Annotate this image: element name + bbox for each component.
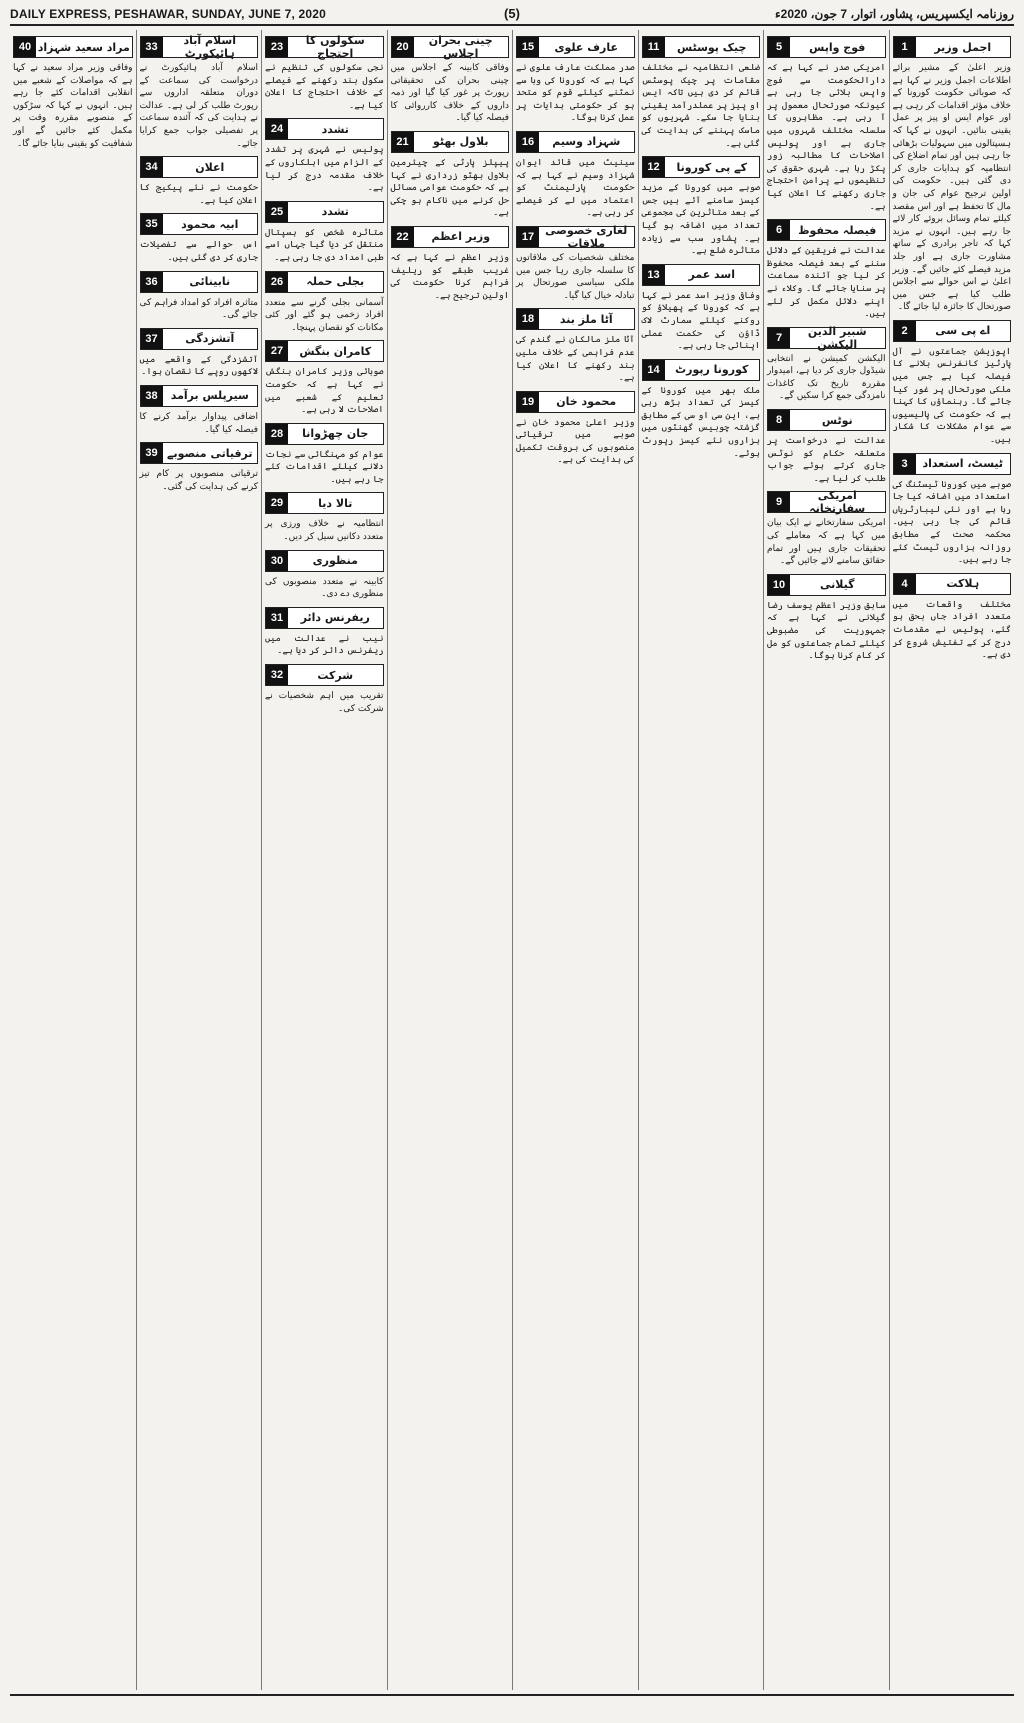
story-body: آسمانی بجلی گرنے سے متعدد افراد زخمی ہو گئے اور کئی مکانات کو نقصان پہنچا۔ [265,297,384,333]
masthead [10,6,1014,26]
news-column [763,30,889,1690]
story-body: ترقیاتی منصوبوں پر کام تیز کرنے کی ہدایت کی گئی۔ [139,469,258,492]
news-story [516,36,635,125]
story-number-badge: 29 [266,493,288,513]
story-number-badge: 15 [517,37,539,57]
story-body: سابق وزیر اعظم یوسف رضا گیلانی نے کہا ہے کہ جمہوریت کی مضبوطی کیلئے تمام جماعتوں کو مل کر کام کرنا ہوگا۔ [767,600,886,662]
columns [10,30,1014,1690]
story-number-badge: 11 [643,37,665,57]
story-kicker [642,156,761,178]
news-column [512,30,638,1690]
news-story [140,442,259,493]
story-number-badge: 35 [141,214,163,234]
news-story [140,271,259,322]
story-kicker [265,201,384,223]
news-column [638,30,764,1690]
news-story [391,226,510,302]
story-headline: شہزاد وسیم [552,135,621,149]
news-story [265,118,384,194]
story-number-badge: 37 [141,329,163,349]
news-story [265,340,384,416]
story-kicker [767,574,886,596]
story-kicker [516,131,635,153]
story-body: صوبائی وزیر کامران بنگش نے کہا ہے کہ حکومت تعلیم کے شعبے میں اصلاحات لا رہی ہے۔ [265,367,384,416]
news-story [767,409,886,485]
news-story [140,328,259,379]
story-body: وفاقی وزیر مراد سعید نے کہا ہے کہ مواصلات کے شعبے میں انقلابی اقدامات کئے جا رہے ہیں۔ انہوں نے کہا کہ سڑکوں کے منصوبے مقررہ وقت پر مکمل کئے جائیں گے اور شفافیت کو یقینی بنایا جائے گا۔ [13,63,133,149]
story-headline: مراد سعید شہزاد [37,40,130,54]
story-headline: محمود خان [556,395,617,409]
news-story [893,320,1012,447]
news-story [265,664,384,715]
story-headline: عارف علوی [554,40,619,54]
story-headline: لغاری خصوصی ملاقات [545,223,628,250]
story-body: مختلف شخصیات کی ملاقاتوں کا سلسلہ جاری رہا جس میں ملکی سیاسی صورتحال پر تبادلہ خیال کیا گیا۔ [516,252,635,301]
story-headline: فیصلہ محفوظ [798,223,877,237]
story-headline: اعلان [195,160,225,174]
story-kicker [265,550,384,572]
news-column [136,30,262,1690]
story-headline: ابیہ محمود [181,217,239,231]
news-column [889,30,1015,1690]
news-story [516,223,635,302]
story-kicker [265,271,384,293]
story-number-badge: 9 [768,492,790,512]
news-story [265,607,384,658]
story-number-badge: 18 [517,309,539,329]
story-headline: اجمل وزیر [934,40,992,54]
story-headline: کورونا رپورٹ [675,363,749,377]
story-body: نیب نے عدالت میں ریفرنس دائر کر دیا ہے۔ [265,633,384,657]
story-body: سینیٹ میں قائد ایوان شہزاد وسیم نے کہا ہے کہ حکومت پارلیمنٹ کو اعتماد میں لے کر فیصلے کر رہی ہے۔ [516,157,635,219]
news-story [265,492,384,543]
story-number-badge: 1 [894,37,916,57]
news-story [767,574,886,663]
story-kicker [391,226,510,248]
story-headline: نوٹس [821,413,853,427]
story-kicker [265,36,384,58]
story-kicker [265,607,384,629]
story-headline: اسلام آباد ہائیکورٹ [183,34,236,60]
story-body: مختلف واقعات میں متعدد افراد جاں بحق ہو گئے، پولیس نے مقدمات درج کر کے تفتیش شروع کر دی ہے۔ [892,599,1011,661]
story-kicker [140,213,259,235]
story-number-badge: 34 [141,157,163,177]
story-headline: کامران بنگش [299,344,372,358]
story-body: اضافی پیداوار برآمد کرنے کا فیصلہ کیا گیا۔ [139,411,258,435]
story-headline: شرکت [317,668,354,682]
story-body: انتظامیہ نے خلاف ورزی پر متعدد دکانیں سیل کر دیں۔ [265,519,384,543]
story-body: وفاقی وزیر اسد عمر نے کہا ہے کہ کورونا کے پھیلاؤ کو روکنے کیلئے سمارٹ لاک ڈاؤن کی حکمت عملی اپنائی جا رہی ہے۔ [641,290,760,352]
story-number-badge: 27 [266,341,288,361]
story-number-badge: 7 [768,328,790,348]
story-number-badge: 16 [517,132,539,152]
story-number-badge: 4 [894,574,916,594]
story-headline: چینی بحران اجلاس [428,34,493,60]
story-number-badge: 32 [266,665,288,685]
story-kicker [767,36,886,58]
masthead-english-dateline: DAILY EXPRESS, PESHAWAR, SUNDAY, JUNE 7, 2020 [10,7,327,21]
story-number-badge: 20 [392,37,414,57]
story-kicker [893,36,1012,58]
story-body: پولیس نے شہری پر تشدد کے الزام میں اہلکاروں کے خلاف مقدمہ درج کر لیا ہے۔ [265,145,384,194]
news-story [516,131,635,220]
story-body: اسلام آباد ہائیکورٹ نے درخواست کی سماعت کے دوران متعلقہ اداروں سے رپورٹ طلب کر لی ہے۔ عدالت نے ہدایت کی کہ آئندہ سماعت پر تفصیلی جواب جمع کرایا جائے۔ [139,63,258,149]
news-story [767,324,886,403]
story-kicker [767,489,886,516]
story-number-badge: 25 [266,202,288,222]
story-kicker [265,664,384,686]
story-body: عدالت نے فریقین کے دلائل سننے کے بعد فیصلہ محفوظ کر لیا جو آئندہ سماعت پر سنایا جائے گا۔ وکلاء نے اپنے دلائل مکمل کر لئے ہیں۔ [767,246,886,320]
story-headline: وزیر اعظم [431,230,491,244]
story-body: ملک بھر میں کورونا کے کیسز کی تعداد بڑھ رہی ہے، این سی او سی کے مطابق گزشتہ چوبیس گھنٹوں میں ہزاروں نئے کیسز رپورٹ ہوئے۔ [641,385,760,459]
story-body: عدالت نے درخواست پر متعلقہ حکام کو نوٹس جاری کرتے ہوئے جواب طلب کر لیا ہے۔ [767,436,886,484]
news-story [265,423,384,487]
news-story [265,201,384,265]
story-kicker [893,573,1012,595]
story-number-badge: 22 [392,227,414,247]
story-body: امریکی صدر نے کہا ہے کہ دارالحکومت سے فوج واپس بلائی جا رہی ہے کیونکہ صورتحال معمول پر آ رہی ہے۔ مظاہروں کا سلسلہ مختلف شہروں میں جاری ہے اور پولیس اصلاحات کا مطالبہ زور پکڑ رہا ہے۔ شہری حقوق کی تنظیموں نے پرامن احتجاج جاری رکھنے کا اعلان کیا ہے۔ [767,63,886,212]
story-headline: ہلاکت [946,577,980,591]
story-headline: ریفرنس دائر [300,611,370,625]
news-story [767,491,886,567]
news-story [642,359,761,461]
story-body: وزیر اعظم نے کہا ہے کہ غریب طبقے کو ریلیف فراہم کرنا حکومت کی اولین ترجیح ہے۔ [390,252,509,301]
story-body: اس حوالے سے تفصیلات جاری کر دی گئی ہیں۔ [139,240,258,263]
news-story [893,573,1012,662]
story-body: متاثرہ شخص کو ہسپتال منتقل کر دیا گیا جہاں اسے طبی امداد دی جا رہی ہے۔ [265,227,384,263]
story-body: صدر مملکت عارف علوی نے کہا ہے کہ کورونا کی وبا سے نمٹنے کیلئے قوم کو متحد ہو کر حکومتی ہدایات پر عمل کرنا ہوگا۔ [516,63,635,124]
story-body: آٹا ملز مالکان نے گندم کی عدم فراہمی کے خلاف ملیں بند رکھنے کا اعلان کیا ہے۔ [516,335,635,384]
page-number: (5) [504,6,520,21]
story-body: نجی سکولوں کی تنظیم نے سکول بند رکھنے کے فیصلے کے خلاف احتجاج کا اعلان کیا ہے۔ [265,63,384,111]
story-kicker [265,340,384,362]
story-headline: کے پی کورونا [676,160,747,174]
story-headline: ٹیسٹ، استعداد [922,457,1004,471]
news-story [516,308,635,384]
story-body: حکومت نے نئے پیکیج کا اعلان کیا ہے۔ [139,183,258,206]
story-number-badge: 19 [517,392,539,412]
news-column [261,30,387,1690]
story-body: کابینہ نے متعدد منصوبوں کی منظوری دے دی۔ [265,576,384,600]
story-kicker [13,36,133,58]
news-story [140,36,259,150]
news-story [265,550,384,601]
story-headline: ترقیاتی منصوبے [167,446,253,460]
news-column [10,30,136,1690]
story-headline: تشدد [321,205,349,219]
news-story [140,385,259,436]
story-body: ضلعی انتظامیہ نے مختلف مقامات پر چیک پوسٹس قائم کر دی ہیں تاکہ ایس او پیز پر عملدرآمد یقینی بنایا جا سکے۔ شہریوں کو ماسک پہننے کی ہدایت کی گئی ہے۔ [641,63,760,149]
story-number-badge: 38 [141,386,163,406]
story-headline: تشدد [321,122,349,136]
story-number-badge: 14 [643,360,665,380]
story-kicker [140,156,259,178]
story-kicker [642,36,761,58]
story-headline: منظوری [312,554,358,568]
story-kicker [391,131,510,153]
story-body: امریکی سفارتخانے نے ایک بیان میں کہا ہے کہ معاملے کی تحقیقات جاری ہیں اور تمام حقائق سامنے لائے جائیں گے۔ [767,518,886,567]
story-kicker [140,328,259,350]
story-kicker [767,219,886,241]
story-kicker [767,324,886,351]
story-body: صوبے میں کورونا کے مزید کیسز سامنے آئے ہیں جس کے بعد متاثرین کی مجموعی تعداد میں اضافہ ہو گیا ہے۔ پشاور سب سے زیادہ متاثرہ ضلع ہے۔ [641,183,760,257]
news-story [265,36,384,112]
story-kicker [516,223,635,250]
story-headline: چیک پوسٹس [677,40,747,54]
story-kicker [642,359,761,381]
news-story [13,36,133,150]
story-body: وزیر اعلیٰ محمود خان نے صوبے میں ترقیاتی منصوبوں کی بروقت تکمیل کی ہدایت کی ہے۔ [516,417,635,466]
story-number-badge: 5 [768,37,790,57]
story-headline: امریکی سفارتخانہ [809,489,866,516]
story-headline: اسد عمر [688,268,735,282]
story-headline: نابینائی [189,275,231,289]
story-number-badge: 3 [894,454,916,474]
story-headline: تالا دیا [318,496,353,510]
story-number-badge: 26 [266,272,288,292]
story-headline: آتشزدگی [185,332,235,346]
story-body: وفاقی کابینہ کے اجلاس میں چینی بحران کی تحقیقاتی رپورٹ پر غور کیا گیا اور ذمہ داروں کے خلاف کارروائی کا فیصلہ کیا گیا۔ [390,63,509,124]
story-body: اپوزیشن جماعتوں نے آل پارٹیز کانفرنس بلانے کا فیصلہ کیا ہے جس میں ملکی صورتحال پر غور کیا جائے گا۔ رہنماؤں کا کہنا ہے کہ حکومت کی پالیسیوں سے عوام مشکلات کا شکار ہیں۔ [892,346,1011,446]
news-story [767,219,886,321]
story-number-badge: 2 [894,321,916,341]
news-story [893,36,1012,314]
story-number-badge: 33 [141,37,163,57]
story-kicker [893,453,1012,475]
story-body: متاثرہ افراد کو امداد فراہم کی جائے گی۔ [139,297,258,321]
story-headline: جان چھڑوانا [302,427,369,441]
story-number-badge: 30 [266,551,288,571]
news-story [265,271,384,335]
story-kicker [767,409,886,431]
story-kicker [516,391,635,413]
story-headline: اے پی سی [935,324,991,338]
news-story [516,391,635,467]
story-kicker [140,36,259,58]
story-headline: سکولوں کا احتجاج [305,34,365,60]
news-story [391,36,510,125]
story-headline: فوج واپس [809,40,866,54]
story-headline: آٹا ملز بند [559,312,613,326]
story-body: الیکشن کمیشن نے انتخابی شیڈول جاری کر دیا ہے، امیدوار مقررہ تاریخ تک کاغذات نامزدگی جمع کرا سکیں گے۔ [767,353,886,402]
story-headline: شبیر الدین الیکشن [807,324,867,351]
story-kicker [265,492,384,514]
story-headline: بجلی حملہ [306,275,365,289]
story-kicker [265,118,384,140]
footer-rule [10,1694,1014,1696]
story-kicker [140,385,259,407]
story-body: صوبے میں کورونا ٹیسٹنگ کی استعداد میں اضافہ کیا جا رہا ہے اور نئی لیبارٹریاں قائم کی جا رہی ہیں۔ محکمہ صحت کے مطابق روزانہ ہزاروں ٹیسٹ کئے جا رہے ہیں۔ [892,479,1011,566]
news-story [391,131,510,220]
story-number-badge: 12 [643,157,665,177]
masthead-urdu-dateline: روزنامہ ایکسپریس، پشاور، اتوار، 7 جون، 2020ء [774,7,1014,21]
news-column [387,30,513,1690]
news-story [140,213,259,264]
story-number-badge: 31 [266,608,288,628]
story-number-badge: 39 [141,443,163,463]
story-kicker [265,423,384,445]
story-number-badge: 8 [768,410,790,430]
story-number-badge: 17 [517,227,539,247]
story-number-badge: 13 [643,265,665,285]
story-number-badge: 10 [768,575,790,595]
story-kicker [642,264,761,286]
story-number-badge: 40 [14,37,36,57]
story-headline: گیلانی [820,578,855,592]
news-story [642,264,761,353]
news-story [767,36,886,213]
story-kicker [893,320,1012,342]
story-body: وزیر اعلیٰ کے مشیر برائے اطلاعات اجمل وزیر نے کہا ہے کہ صوبائی حکومت کورونا کے خلاف مؤثر اقدامات کر رہی ہے اور عوام ایس او پیز پر عمل یقینی بنائیں۔ انہوں نے کہا کہ ہسپتالوں میں سہولیات بڑھائی جا رہی ہیں اور تمام اضلاع کی انتظامیہ کو ہدایات جاری کر دی گئی ہیں۔ حکومت کی اولین ترجیح عوام کی جان و مال کا تحفظ ہے اور اس مقصد کیلئے تمام وسائل بروئے کار لائے جا رہے ہیں۔ انہوں نے مزید کہا کہ تاجر برادری کے ساتھ مشاورت جاری ہے اور جلد مزید فیصلے کئے جائیں گے۔ وزیر اعلیٰ نے اس حوالے سے اجلاس طلب کیا ہے جس میں صورتحال کا جائزہ لیا جائے گا۔ [892,63,1011,313]
story-number-badge: 23 [266,37,288,57]
news-story [893,453,1012,567]
story-number-badge: 36 [141,272,163,292]
story-kicker [140,442,259,464]
story-number-badge: 24 [266,119,288,139]
news-story [642,156,761,258]
story-body: عوام کو مہنگائی سے نجات دلانے کیلئے اقدامات کئے جا رہے ہیں۔ [265,449,384,485]
news-story [140,156,259,207]
story-body: تقریب میں اہم شخصیات نے شرکت کی۔ [265,691,384,714]
story-number-badge: 21 [392,132,414,152]
news-story [642,36,761,150]
story-headline: سیرپلس برآمد [170,389,249,403]
story-kicker [140,271,259,293]
story-headline: بلاول بھٹو [433,135,489,149]
story-number-badge: 6 [768,220,790,240]
story-kicker [516,308,635,330]
story-number-badge: 28 [266,424,288,444]
story-body: پیپلز پارٹی کے چیئرمین بلاول بھٹو زرداری نے کہا ہے کہ حکومت عوامی مسائل حل کرنے میں ناکام ہو چکی ہے۔ [390,157,509,219]
story-kicker [516,36,635,58]
story-body: آتشزدگی کے واقعے میں لاکھوں روپے کا نقصان ہوا۔ [139,354,258,378]
story-kicker [391,36,510,58]
